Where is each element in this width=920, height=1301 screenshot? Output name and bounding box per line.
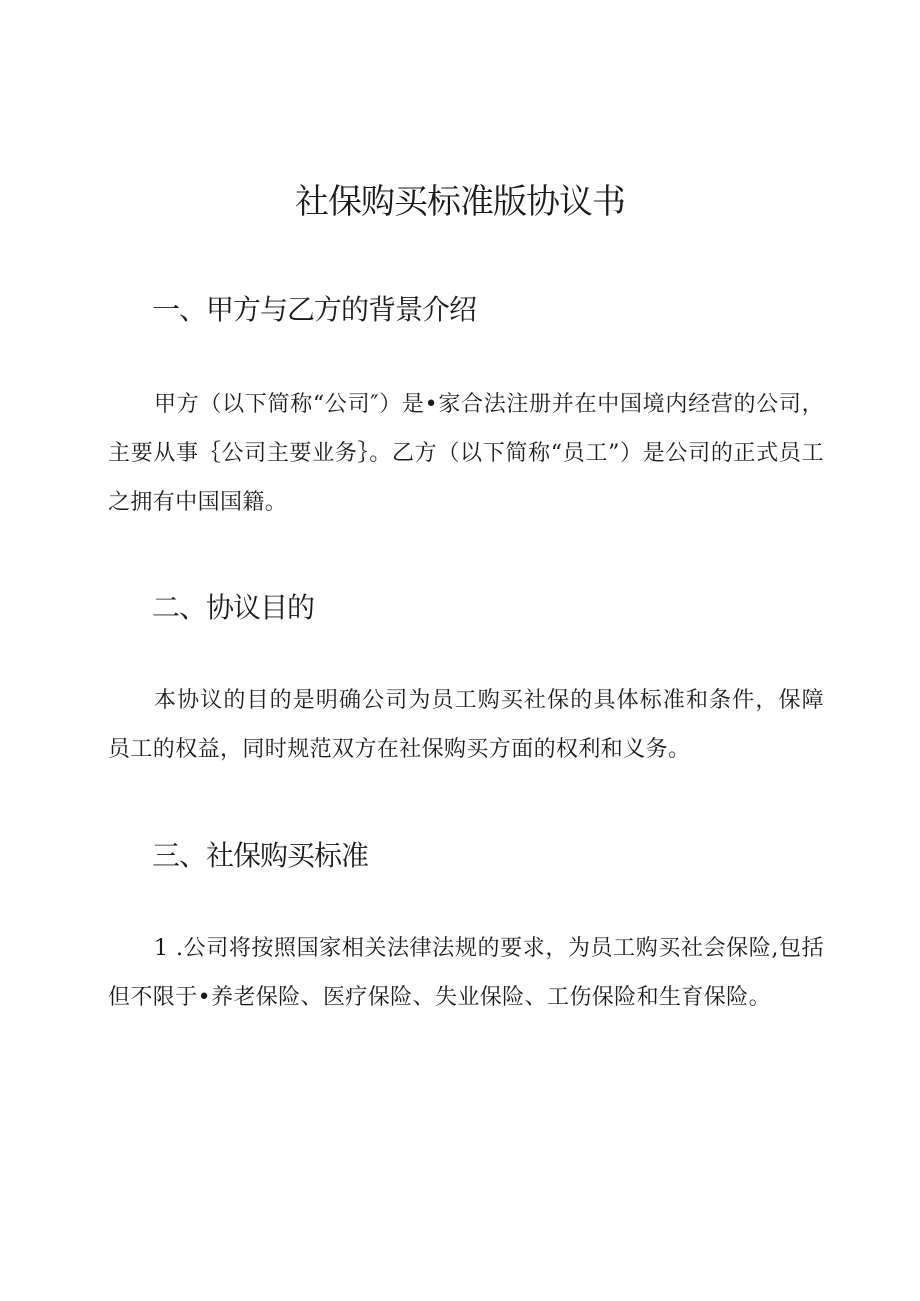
document-title: 社保购买标准版协议书: [295, 182, 625, 222]
section-paragraph-purpose: 本协议的目的是明确公司为员工购买社保的具体标准和条件，保障员工的权益，同时规范双方在社保购买方面的权利和义务。: [108, 688, 824, 762]
section-paragraph-standard: 1 .公司将按照国家相关法律法规的要求，为员工购买社会保险,包括但不限于•养老保险、医疗保险、失业保险、工伤保险和生育保险。: [108, 936, 824, 1010]
section-heading-standard: 三、社保购买标准: [152, 839, 369, 872]
section-paragraph-background: 甲方（以下简称“公司″）是•家合法注册并在中国境内经营的公司，主要从事｛公司主要业务｝。乙方（以下简称“员工”）是公司的正式员工之拥有中国国籍。: [108, 392, 824, 515]
section-heading-background: 一、甲方与乙方的背景介绍: [152, 293, 477, 326]
section-heading-purpose: 二、协议目的: [152, 591, 315, 624]
